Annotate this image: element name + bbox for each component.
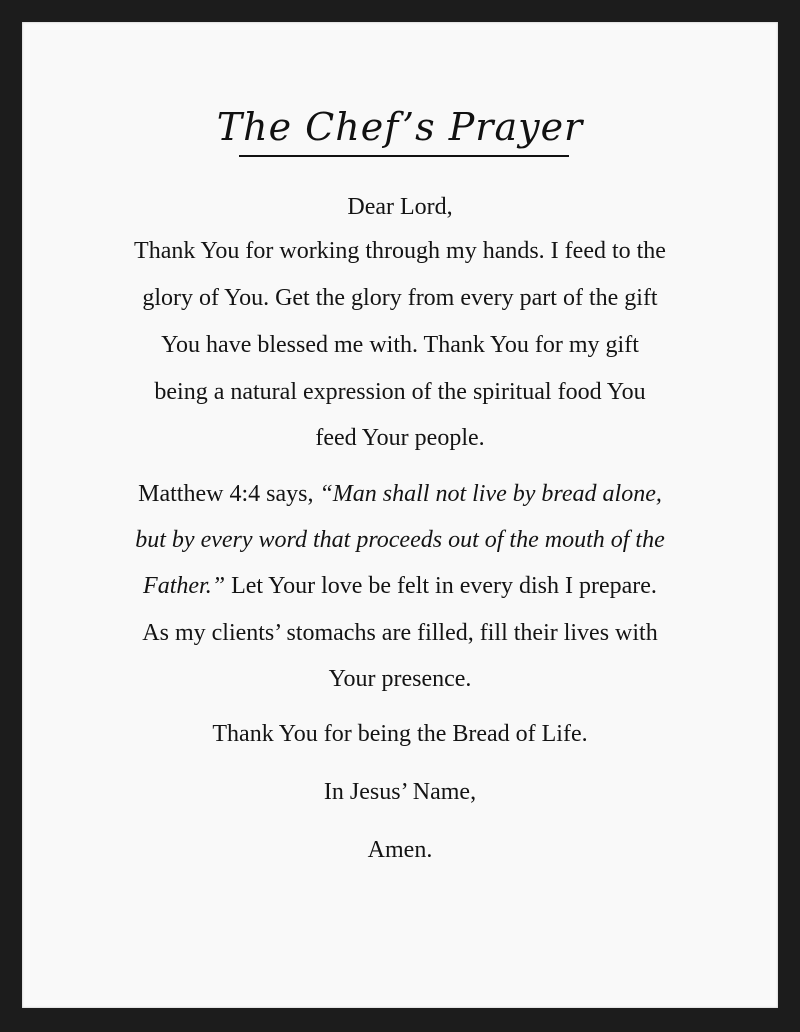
scripture-reference: Matthew 4:4 says, [138,481,320,507]
closing-line: In Jesus’ Name, [323,779,477,805]
thanks-line: Thank You for being the Bread of Life. [212,721,588,747]
prayer-title: The Chef’s Prayer [216,105,584,149]
paragraph1-line: glory of You. Get the glory from every part of the gift [142,285,658,311]
greeting-line: Dear Lord, [347,194,453,220]
paper-mat [22,22,778,1008]
paragraph2-line: As my clients’ stomachs are filled, fill their lives with [142,620,658,646]
paragraph1-line: being a natural expression of the spiritual food You [154,379,646,405]
paragraph2-text: Let Your love be felt in every dish I prepare. [225,573,657,599]
scripture-quote: Father.” [143,573,226,599]
title-underline [239,155,569,157]
scripture-quote: but by every word that proceeds out of the mouth of the [135,527,665,553]
paragraph1-line: feed Your people. [315,425,485,451]
paragraph2-line: Your presence. [328,666,472,692]
paragraph1-line: Thank You for working through my hands. I feed to the [134,238,666,264]
paragraph2-line [22,525,778,555]
scripture-quote: “Man shall not live by bread alone, [319,481,662,507]
paragraph2-line [22,571,778,601]
paragraph2-line [22,479,778,509]
paragraph1-line: You have blessed me with. Thank You for my gift [161,332,639,358]
amen-line: Amen. [367,837,433,863]
